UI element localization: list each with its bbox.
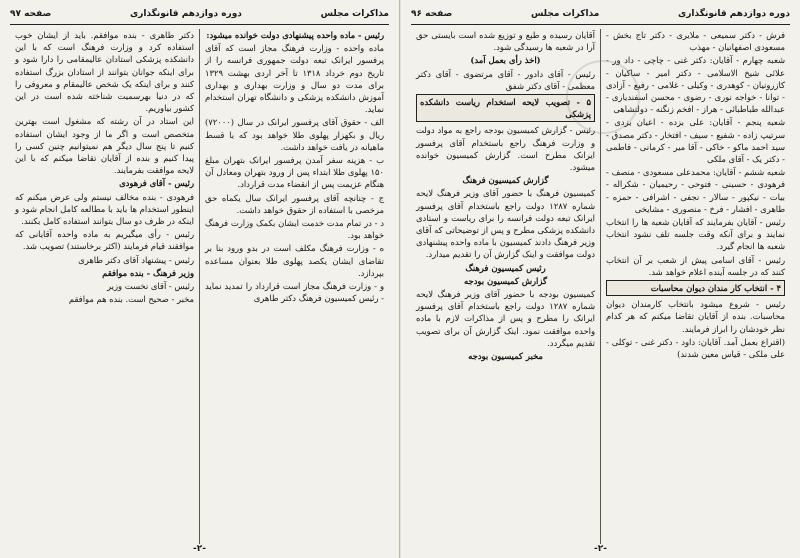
paragraph: الف - حقوق آقای پرفسور ایرانک در سال (۷۲۰۰۰) ریال و بکهزار پهلوی طلا خواهد بود که با قسط ماهیانه در یافت خواهد داشت. <box>205 117 384 152</box>
subheading: گزارش کمیسیون بودجه <box>464 275 547 286</box>
paragraph: این استاد در آن رشته که مشغول است بهترین متخصص است و اگر ما از وجود ایشان استفاده کنیم تا پنج سال دیگر هم نمیتوانیم چنین کسی را پیدا کنیم و بنده از آقایان تقاضا میکنم که با این لایحه موافقت بفرمایند. <box>15 116 194 176</box>
paragraph: شعبه ششم - آقایان: محمدعلی مسعودی - منصف - فرهودی - حسینی - فتوحی - رحیمیان - شکراله - بیات - نیکپور - سالار - نجفی - اشرافی - حمزه - طاهری - افشار - فرخ - منصوری - مشایخی <box>606 167 785 214</box>
right-page <box>400 0 800 558</box>
right-header-page: صفحه ۹۶ <box>411 9 453 19</box>
paragraph: کمیسیون فرهنگ با حضور آقای وزیر فرهنگ لایحه شماره ۱۲۸۷ دولت راجع باستخدام آقای پرفسور ایرانک تبعه دولت فرانسه را برای ریاست و استادی دانشکده پزشکی مطرح و پس از توضیحاتی که آقای وزیر فرهنگ دادند کمیسیون با ماده واحده پیشنهادی دولت موافقت و اینک گزارش آن را تقدیم میدارد. <box>416 188 595 260</box>
paragraph: رئیس - آقای اسامی پیش از شعب بر آن انتخاب کنند که در جلسه آینده اعلام خواهد شد. <box>606 254 785 277</box>
right-header-term: دوره دوازدهم قانونگذاری <box>678 9 790 19</box>
paragraph: و - وزارت فرهنگ مجاز است قرارداد را تمدید نماید - رئیس کمیسیون فرهنگ دکتر طاهری <box>205 281 384 304</box>
left-page-left-column <box>10 29 200 544</box>
paragraph: مخبر - صحیح است. بنده هم موافقم <box>68 294 194 305</box>
left-header-page: صفحه ۹۷ <box>10 9 52 19</box>
paragraph: رئیس - ماده واحده پیشنهادی دولت خوانده میشود: <box>206 30 384 40</box>
subheading: گزارش کمیسیون فرهنگ <box>462 175 549 186</box>
paragraph: رئیس - آقای فرهودی <box>119 178 194 189</box>
left-header-term: دوره دوازدهم قانونگذاری <box>129 9 242 19</box>
signature-line: رئیس کمیسیون فرهنگ <box>465 262 546 273</box>
signature-line: مخبر کمیسیون بودجه <box>468 351 543 362</box>
paragraph: رئیس - آقای نخست وزیر <box>107 281 194 292</box>
section-heading: ۵ - تصویب لایحه استخدام ریاست دانشکده پزشکی <box>416 94 595 122</box>
right-page-header <box>411 6 790 25</box>
paragraph: ب - هزینه سفر آمدن پرفسور ایرانک بتهران مبلغ ۱۵۰ پهلوی طلا ابتداء پس از ورود بتهران ومعادل آن هنگام عزیمت پس از انقضاء مدت قرارداد. <box>205 155 384 190</box>
paragraph: ه - وزارت فرهنگ مکلف است در بدو ورود بنا بر تقاضای ایشان یکصد پهلوی طلا بعنوان مساعده بپردازد. <box>205 243 384 278</box>
right-header-title: مذاکرات مجلس <box>530 9 600 19</box>
paragraph: رئیس - آقای دادور - آقای مرتضوی - آقای دکتر معظمی - آقای دکتر شفق <box>416 68 595 91</box>
paragraph: د - در تمام مدت خدمت ایشان بکمک وزارت فرهنگ خواهد بود. <box>205 218 384 241</box>
left-header-title: مذاکرات مجلس <box>320 9 389 19</box>
paragraph: رئیس - گزارش کمیسیون بودجه راجع به مواد دولت و وزارت فرهنگ راجع باستخدام آقای پرفسور ایرانک مطرح است. گزارش کمیسیون خوانده میشود. <box>416 125 595 173</box>
paragraph: رئیس - پیشنهاد آقای دکتر طاهری <box>78 254 194 265</box>
left-page-right-column <box>200 29 389 544</box>
left-page-header <box>10 6 389 25</box>
section-heading: ۴ - انتخاب کار مندان دیوان محاسبات <box>606 280 785 296</box>
paragraph: فرش - دکتر سمیعی - ملایری - دکتر تاج بخش - مسعودی اصفهانیان - مهذب <box>606 30 785 53</box>
paragraph: شعبه چهارم - آقایان: دکتر غنی - چاچی - داد ور - علائی شیخ الاسلامی - دکتر امیر - ساکیان - کازرونیان - کوهدری - وکیلی - غلامی - رفیع - آزادی - توانا - خواجه نوری - رضوی - محسن اسفندیاری - عبدالله طباطبائی - هراز - افخم زنگنه - دولتشاهی <box>606 55 785 115</box>
paragraph: شعبه پنجم - آقایان: علی بزده - اعیان یزدی - سرتیپ زاده - شفیع - سیف - افتخار - دکتر مصدق - سید احمد ماکو - خاکی - آقا میر - کرمانی - فاطمی - دکتر یک - آقای ملکی <box>606 117 785 165</box>
paragraph: کمیسیون بودجه با حضور آقای وزیر فرهنگ لایحه شماره ۱۲۸۷ دولت راجع باستخدام آقای پرفسور ایرانک را مطرح و پس از مذاکرات لازم با ماده واحده موافقت نمود. اینک گزارش آن برای تصویب تقدیم میگردد. <box>416 289 595 348</box>
left-page-number: -۲- <box>193 544 206 554</box>
paragraph: دکتر طاهری - بنده موافقم. باید از ایشان خوب استفاده کرد و وزارت فرهنگ است که با این دانشکده پزشکی استادان عالیمقامی را دارا شود و برای اینکه جوانان بتوانند از استادان بزرگ استفاده کنند و برای اینکه یک شخص عالیمقام و معروفی را که در دنیا بهرسمیت شناخته شده است در این کشور بیاوریم. <box>15 30 194 114</box>
paragraph: فرهودی - بنده مخالف نیستم ولی عرض میکنم که اینطور استخدام ها باید با مطالعه کامل انجام شود و اینکه در ظرف دو سال بتوانند استفاده کامل بکنند. <box>15 191 194 227</box>
paragraph: ماده واحده - وزارت فرهنگ مجاز است که آقای پرفسور ایرانک تبعه دولت جمهوری فرانسه را از تاریخ دوم خرداد ۱۳۱۸ تا آخر اردی بهشت ۱۳۲۹ برای مدت دو سال و وزارت بهداری و بهداری آموزش دانشکده پزشکی و دانشگاه تهران استخدام نماید. <box>205 43 384 115</box>
paragraph: رئیس - آقایان بفرمایند که آقایان شعبه ها را انتخاب نمایند و برای آنکه وقت جلسه تلف نشود انتخاب شعبه ها انجام گیرد. <box>606 217 785 252</box>
faded-stamp <box>566 60 640 134</box>
right-page-number: -۲- <box>594 544 607 554</box>
paragraph: آقایان رسیده و طبع و توزیع شده است بایستی حق آرا در شعبه ها رسیدگی شود. <box>416 30 595 53</box>
paragraph: رئیس - شروع میشود بانتخاب کارمندان دیوان محاسبات. بنده از آقایان تقاضا میکنم که هر کدام نظر خودشان را ابراز فرمایند. <box>606 299 785 334</box>
paragraph: رئیس - رأی میگیریم به ماده واحده آقایانی که موافقند قیام فرمایند (اکثر برخاستند) تصویب شد. <box>15 229 194 252</box>
left-page-columns <box>10 29 389 544</box>
paragraph: (اخذ رأی بعمل آمد) <box>470 55 541 66</box>
paragraph: وزیر فرهنگ - بنده موافقم <box>102 267 194 278</box>
paragraph: ج - چنانچه آقای پرفسور ایرانک سال یکماه حق مرخصی با استفاده از حقوق خواهد داشت. <box>205 192 384 215</box>
paragraph: (اقتراع بعمل آمد. آقایان: داود - دکتر غنی - توکلی - علی ملکی - قیاس معین شدند) <box>606 336 785 360</box>
